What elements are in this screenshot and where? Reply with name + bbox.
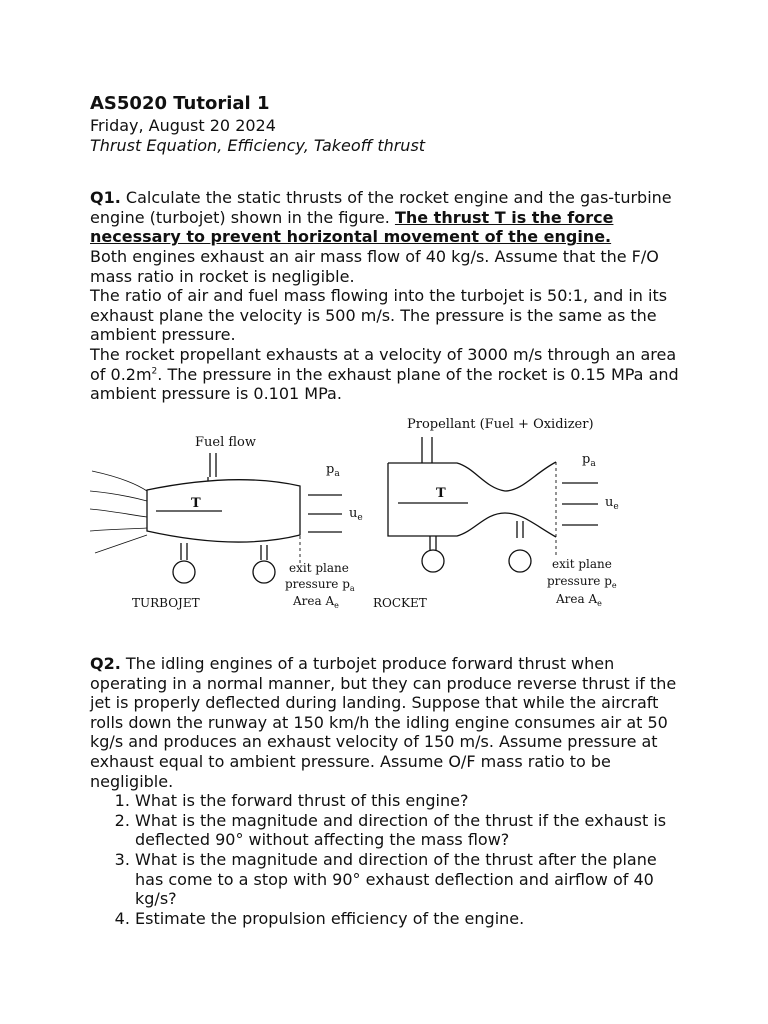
q1-paragraph-1 (90, 188, 690, 247)
q1-paragraph-2: Both engines exhaust an air mass flow of 40 kg/s. Assume that the F/O mass ratio in rocket is negligible. (90, 246, 659, 286)
turbojet-exit-area-label: Area $A_e$ (293, 594, 339, 610)
turbojet-exit-pressure-label: pressure $p_a$ (285, 577, 355, 593)
q2-subquestions (90, 791, 690, 928)
rocket-pa-label: $p_a$ (582, 452, 596, 469)
document-header (90, 92, 690, 404)
q1-p4-text-a: The rocket propellant exhausts at a velocity of 3000 m/s through an area of 0.2m (90, 344, 677, 384)
q1-intro: Calculate the static thrusts of the rocket engine and the gas-turbine engine (turbojet) shown in the figure. (90, 188, 672, 227)
rocket-ue-label: $u_e$ (605, 495, 619, 512)
turbojet-exit-plane-label: exit plane (289, 561, 349, 575)
rocket-exit-plane-label: exit plane (552, 557, 612, 571)
turbojet-thrust-label: T (191, 496, 201, 511)
question-1 (90, 188, 690, 404)
rocket-exit-pressure-label: pressure $p_e$ (547, 574, 617, 590)
q1-paragraph-4 (90, 345, 690, 404)
rocket-exit-area-label: Area $A_e$ (556, 592, 602, 608)
list-item: 4. Estimate the propulsion efficiency of the engine. (135, 909, 690, 929)
tutorial-date: Friday, August 20 2024 (90, 116, 276, 135)
q1-emphasis: The thrust T is the force necessary to prevent horizontal movement of the engine. (90, 207, 614, 247)
list-item: 1. What is the forward thrust of this engine? (135, 791, 690, 811)
q1-p4-superscript: 2 (151, 366, 158, 377)
rocket-caption: ROCKET (373, 596, 427, 610)
q1-label: Q1. (90, 188, 121, 208)
propellant-label: Propellant (Fuel + Oxidizer) (407, 417, 594, 432)
list-item: 3. What is the magnitude and direction of the thrust after the plane has come to a stop with 90° exhaust deflection and airflow of 40 kg/s? (135, 850, 690, 909)
q2-text: The idling engines of a turbojet produce forward thrust when operating in a normal manner, but they can produce reverse thrust if the jet is properly deflected during landing. Suppose that while the aircraft rolls down the runway at 150 km/h the idling engine consumes air at 50 kg/s and produces an exhaust velocity of 150 m/s. Assume pressure at exhaust equal to ambient pressure. Assume O/F mass ratio to be negligible. (90, 654, 677, 791)
q2-paragraph (90, 654, 690, 791)
list-item: 2. What is the magnitude and direction of the thrust if the exhaust is deflected 90° without affecting the mass flow? (135, 811, 690, 850)
question-2 (90, 654, 690, 928)
turbojet-pa-label: $p_a$ (326, 462, 340, 479)
page-title: AS5020 Tutorial 1 (90, 93, 270, 114)
fuel-flow-label: Fuel flow (195, 435, 257, 450)
engine-figure (90, 413, 690, 613)
q1-paragraph-3: The ratio of air and fuel mass flowing into the turbojet is 50:1, and in its exhaust plane the velocity is 500 m/s. The pressure is the same as the ambient pressure. (90, 286, 668, 345)
q1-p4-text-b: . The pressure in the exhaust plane of the rocket is 0.15 MPa and ambient pressure is 0.101 MPa. (90, 364, 679, 404)
turbojet-caption: TURBOJET (132, 596, 200, 610)
turbojet-ue-label: $u_e$ (349, 506, 363, 523)
q2-label: Q2. (90, 654, 121, 673)
rocket-thrust-label: T (436, 486, 446, 501)
tutorial-topics: Thrust Equation, Efficiency, Takeoff thrust (90, 135, 426, 155)
rocket-diagram (388, 437, 598, 572)
